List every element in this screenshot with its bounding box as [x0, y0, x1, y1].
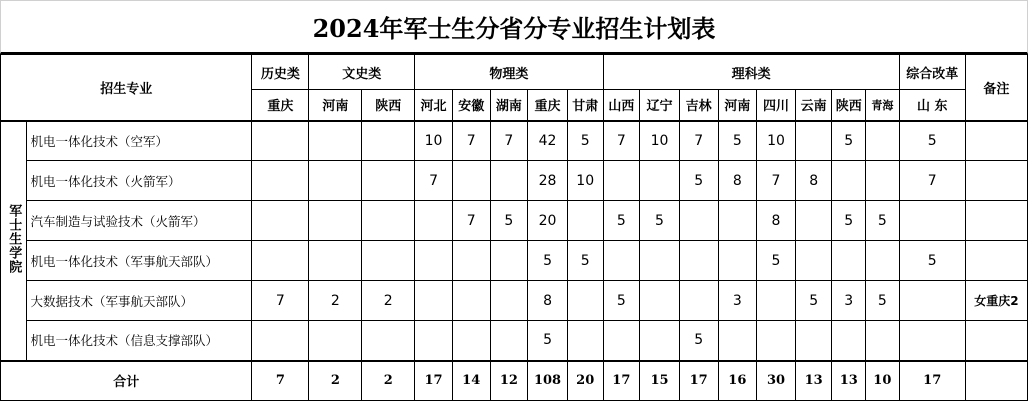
- group-liberal: 文史类: [309, 55, 415, 90]
- table-cell: [415, 281, 453, 321]
- total-cell: 17: [415, 361, 453, 401]
- table-cell: [795, 321, 832, 361]
- province-header: 重庆: [252, 90, 309, 121]
- table-cell: [718, 201, 757, 241]
- total-cell: 12: [490, 361, 528, 401]
- total-cell: 108: [528, 361, 568, 401]
- table-cell: [899, 281, 965, 321]
- table-cell: 5: [528, 321, 568, 361]
- table-cell: [452, 241, 490, 281]
- table-cell: [718, 241, 757, 281]
- province-header: 重庆: [528, 90, 568, 121]
- total-cell: 20: [567, 361, 603, 401]
- total-cell: 17: [603, 361, 640, 401]
- total-row: [1, 361, 1028, 401]
- table-row: [1, 281, 1028, 321]
- table-cell: 7: [415, 161, 453, 201]
- table-cell: 5: [795, 281, 832, 321]
- major-name: 机电一体化技术（信息支撑部队）: [27, 321, 252, 361]
- table-cell: [640, 161, 680, 201]
- enrollment-table: [0, 54, 1028, 401]
- table-cell: [899, 201, 965, 241]
- total-cell: 2: [362, 361, 415, 401]
- table-cell: [490, 161, 528, 201]
- table-cell: 8: [757, 201, 796, 241]
- province-header: 河南: [718, 90, 757, 121]
- table-cell: [415, 321, 453, 361]
- table-cell: 5: [757, 241, 796, 281]
- table-cell: [362, 121, 415, 161]
- table-cell: [603, 321, 640, 361]
- table-cell: [757, 321, 796, 361]
- province-header: 吉林: [679, 90, 718, 121]
- table-cell: [832, 321, 866, 361]
- table-cell: 20: [528, 201, 568, 241]
- table-cell: [640, 321, 680, 361]
- group-reform: 综合改革: [899, 55, 965, 90]
- table-cell: 10: [415, 121, 453, 161]
- table-cell: 3: [718, 281, 757, 321]
- table-cell: [866, 241, 900, 281]
- table-cell: [490, 281, 528, 321]
- table-cell: [452, 161, 490, 201]
- table-cell: [362, 201, 415, 241]
- province-header: 山 东: [899, 90, 965, 121]
- table-cell: [640, 281, 680, 321]
- table-cell: [252, 121, 309, 161]
- table-cell: 5: [567, 121, 603, 161]
- table-cell: 2: [309, 281, 362, 321]
- table-cell: 8: [718, 161, 757, 201]
- table-cell: 10: [640, 121, 680, 161]
- total-cell: 13: [832, 361, 866, 401]
- total-label: 合计: [1, 361, 252, 401]
- major-name: 机电一体化技术（空军）: [27, 121, 252, 161]
- school-label: 军士生学院: [1, 121, 27, 361]
- table-cell: 5: [718, 121, 757, 161]
- table-cell: [452, 281, 490, 321]
- province-header: 青海: [866, 90, 900, 121]
- table-cell: 10: [567, 161, 603, 201]
- group-physics: 物理类: [415, 55, 603, 90]
- table-row: [1, 201, 1028, 241]
- table-cell: [866, 161, 900, 201]
- table-cell: [362, 161, 415, 201]
- table-cell: [415, 241, 453, 281]
- table-row: [1, 241, 1028, 281]
- total-cell: 15: [640, 361, 680, 401]
- table-cell: [490, 321, 528, 361]
- table-cell: [415, 201, 453, 241]
- header-row-groups: [1, 55, 1028, 90]
- table-cell: 5: [832, 121, 866, 161]
- table-cell: 5: [640, 201, 680, 241]
- table-cell: 28: [528, 161, 568, 201]
- table-cell: 5: [866, 201, 900, 241]
- total-cell: 17: [899, 361, 965, 401]
- remarks-header: 备注: [965, 55, 1027, 121]
- table-cell: [362, 241, 415, 281]
- table-row: [1, 161, 1028, 201]
- table-cell: [718, 321, 757, 361]
- table-cell: 5: [866, 281, 900, 321]
- table-cell: [567, 281, 603, 321]
- note-cell: 女重庆2: [965, 281, 1027, 321]
- note-cell: [965, 361, 1027, 401]
- total-cell: 14: [452, 361, 490, 401]
- table-cell: [252, 201, 309, 241]
- note-cell: [965, 121, 1027, 161]
- note-cell: [965, 201, 1027, 241]
- table-cell: [252, 321, 309, 361]
- table-cell: 5: [679, 321, 718, 361]
- page-title: 2024年军士生分省分专业招生计划表: [0, 0, 1028, 54]
- province-header: 辽宁: [640, 90, 680, 121]
- table-cell: 5: [603, 201, 640, 241]
- table-cell: [640, 241, 680, 281]
- table-cell: [567, 321, 603, 361]
- table-cell: 7: [757, 161, 796, 201]
- table-cell: [252, 161, 309, 201]
- table-cell: [490, 241, 528, 281]
- table-cell: 5: [567, 241, 603, 281]
- table-cell: [309, 161, 362, 201]
- major-header: 招生专业: [1, 55, 252, 121]
- total-cell: 16: [718, 361, 757, 401]
- group-science: 理科类: [603, 55, 899, 90]
- major-name: 机电一体化技术（火箭军）: [27, 161, 252, 201]
- table-cell: 7: [452, 121, 490, 161]
- province-header: 甘肃: [567, 90, 603, 121]
- note-cell: [965, 161, 1027, 201]
- table-cell: [679, 241, 718, 281]
- table-row: [1, 121, 1028, 161]
- table-cell: 7: [490, 121, 528, 161]
- table-cell: [309, 321, 362, 361]
- table-cell: [757, 281, 796, 321]
- table-cell: 5: [603, 281, 640, 321]
- table-cell: 5: [490, 201, 528, 241]
- table-cell: [795, 121, 832, 161]
- table-cell: [832, 161, 866, 201]
- table-cell: 10: [757, 121, 796, 161]
- table-cell: [679, 281, 718, 321]
- table-cell: [603, 161, 640, 201]
- province-header: 四川: [757, 90, 796, 121]
- table-cell: 42: [528, 121, 568, 161]
- table-cell: [309, 201, 362, 241]
- table-cell: 7: [452, 201, 490, 241]
- table-cell: 2: [362, 281, 415, 321]
- table-cell: [679, 201, 718, 241]
- note-cell: [965, 241, 1027, 281]
- table-cell: [899, 321, 965, 361]
- table-cell: 7: [603, 121, 640, 161]
- table-cell: [362, 321, 415, 361]
- table-cell: 7: [899, 161, 965, 201]
- note-cell: [965, 321, 1027, 361]
- table-cell: 5: [679, 161, 718, 201]
- total-cell: 2: [309, 361, 362, 401]
- table-cell: [252, 241, 309, 281]
- table-cell: 7: [679, 121, 718, 161]
- table-cell: [567, 201, 603, 241]
- province-header: 山西: [603, 90, 640, 121]
- total-cell: 13: [795, 361, 832, 401]
- table-cell: 8: [795, 161, 832, 201]
- table-cell: [795, 241, 832, 281]
- province-header: 云南: [795, 90, 832, 121]
- table-cell: 7: [252, 281, 309, 321]
- table-cell: [866, 321, 900, 361]
- major-name: 大数据技术（军事航天部队）: [27, 281, 252, 321]
- major-name: 机电一体化技术（军事航天部队）: [27, 241, 252, 281]
- table-cell: 5: [832, 201, 866, 241]
- table-cell: 5: [899, 241, 965, 281]
- group-history: 历史类: [252, 55, 309, 90]
- table-cell: [603, 241, 640, 281]
- table-cell: [795, 201, 832, 241]
- major-name: 汽车制造与试验技术（火箭军）: [27, 201, 252, 241]
- province-header: 河北: [415, 90, 453, 121]
- table-cell: [452, 321, 490, 361]
- province-header: 湖南: [490, 90, 528, 121]
- province-header: 河南: [309, 90, 362, 121]
- table-cell: 8: [528, 281, 568, 321]
- table-cell: [866, 121, 900, 161]
- total-cell: 10: [866, 361, 900, 401]
- table-row: [1, 321, 1028, 361]
- total-cell: 30: [757, 361, 796, 401]
- province-header: 陕西: [362, 90, 415, 121]
- table-cell: 5: [528, 241, 568, 281]
- table-cell: 3: [832, 281, 866, 321]
- province-header: 安徽: [452, 90, 490, 121]
- table-cell: 5: [899, 121, 965, 161]
- total-cell: 7: [252, 361, 309, 401]
- province-header: 陕西: [832, 90, 866, 121]
- table-cell: [309, 241, 362, 281]
- table-cell: [832, 241, 866, 281]
- total-cell: 17: [679, 361, 718, 401]
- table-cell: [309, 121, 362, 161]
